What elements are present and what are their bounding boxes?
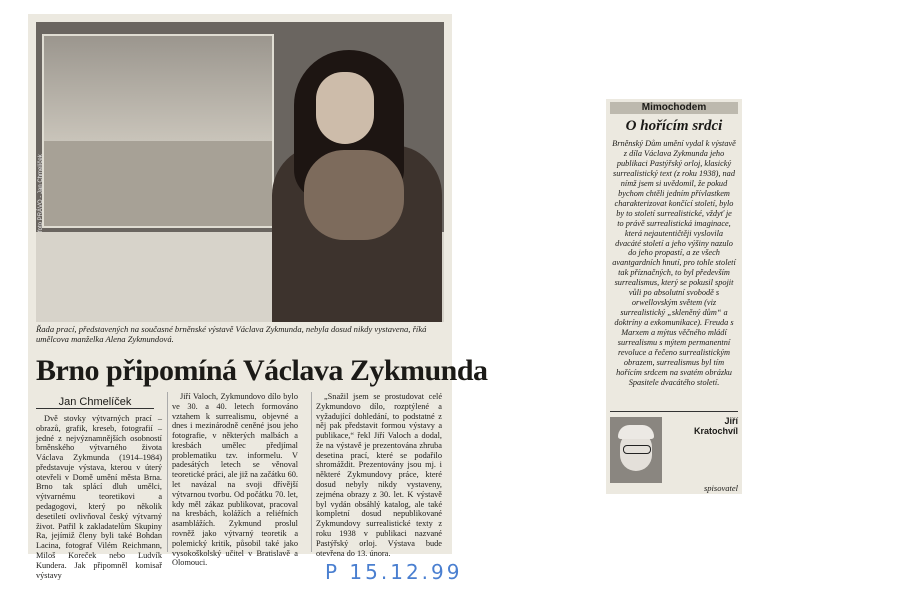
rubric-label: Mimochodem bbox=[610, 102, 738, 114]
surrealist-painting bbox=[42, 34, 274, 228]
photo-credit: foto PRÁVO - Jan Chmelíček bbox=[38, 154, 44, 232]
author-portrait bbox=[610, 417, 662, 483]
woman-figure bbox=[264, 50, 444, 322]
author-byline: Jan Chmelíček bbox=[36, 396, 154, 409]
side-text: Brněnský Dům umění vydal k výstavě z díla Václava Zykmunda jeho publikaci Pastýřský orloj, klasický surrealistický text (z roku 1938), nad nímž jsem si uvědomil, že pokud bychom chtěli jedním přívlastkem charakterizovat končící století, bylo by to století surrealistické, vždyť je to právě surrealistická imaginace, která nejautentičtěji vyslovila dvacáté století a jeho výšiny nazulo do jeho propastí, a ze všech avantgardních hnutí, pro tohle století tak příznačných, to byl především surrealismus, který se pokusil spojit vůli po absolutní svobodě s orwellovským světem (viz surrealistický „skleněný dům“ a doktríny a exkomunikace). Freuda s Marxem a mýtus věčného mládí surrealismu s mýtem permanentní revoluce a řečeno surrealistickým obrazem, surrealismus byl tím hořícím srdcem na svatém obrázku Spasitele dvacátého století. bbox=[612, 139, 736, 387]
side-column-clipping bbox=[606, 99, 742, 494]
photo-caption: Řada prací, představených na současné brněnské výstavě Václava Zykmunda, nebyla dosud nikdy vystavena, říká umělcova manželka Alena Zykmundová. bbox=[36, 324, 427, 345]
article-column-1: Dvě stovky výtvarných prací – obrazů, grafik, kreseb, fotografií – jedné z nejvýznamnějších osobností brněnského výtvarného života Václava Zykmunda (1914–1984) představuje výstava, kterou v úterý otevřeli v Domě umění města Brna. Brno tak splácí dluh umělci, výtvarnému teoretikovi a pedagogovi, který po několik desetiletí ovlivňoval český výtvarný život. Patřil k zakladatelům Skupiny Ra, jejímiž členy byli také Bohdan Lacina, fotograf Vilém Reichmann, Miloš Koreček nebo Ludvík Kundera. Jak připomněl komisař výstavy bbox=[36, 414, 162, 580]
article-column-3: „Snažil jsem se prostudovat celé Zykmundovo dílo, rozptýlené a vyžadující dohledání, to podstatné z něj pak představit formou výstavy a publikace,“ řekl Jiří Valoch a dodal, že na výstavě je prezentována zhruba desetina prací, které se podařilo shromáždit. Prezentovány jsou mj. i některé Zykmundovy práce, které dosud nebyly nikdy vystaveny, zejména obrazy z 30. let. K výstavě byl vydán obsáhlý katalog, ale také kompletní dosud nepublikované Zykmundovy surrealistické texty z roku 1938 v publikaci nazvané Pastýřský orloj. Výstava bude otevřena do 13. února. bbox=[316, 392, 442, 558]
author-role: spisovatel bbox=[704, 483, 738, 493]
side-title: O hořícím srdci bbox=[625, 118, 723, 134]
article-column-2: Jiří Valoch, Zykmundovo dílo bylo ve 30. a 40. letech formováno vztahem k surrealismu, objevné a dnes i mezinárodně ceněné jsou jeho fotografie, v některých malbách a kresbách umělec předjímal problematiku tzv. informelu. V padesátých letech se věnoval teoretické práci, ale již na začátku 60. let navázal na svoji dřívější výtvarnou tvorbu. Od počátku 70. let, kdy měl zákaz publikovat, pracoval na kresbách, kolážích a reliéfních asamblážích. Zykmund proslul rovněž jako výtvarný teoretik a polemický kritik, působil také jako vysokoškolský učitel v Bratislavě a Olomouci. bbox=[172, 392, 298, 568]
handwritten-date: P 15.12.99 bbox=[325, 560, 463, 584]
side-author: Jiří Kratochvíl bbox=[693, 416, 738, 436]
exhibition-photo bbox=[36, 22, 444, 322]
headline: Brno připomíná Václava Zykmunda bbox=[36, 354, 488, 387]
